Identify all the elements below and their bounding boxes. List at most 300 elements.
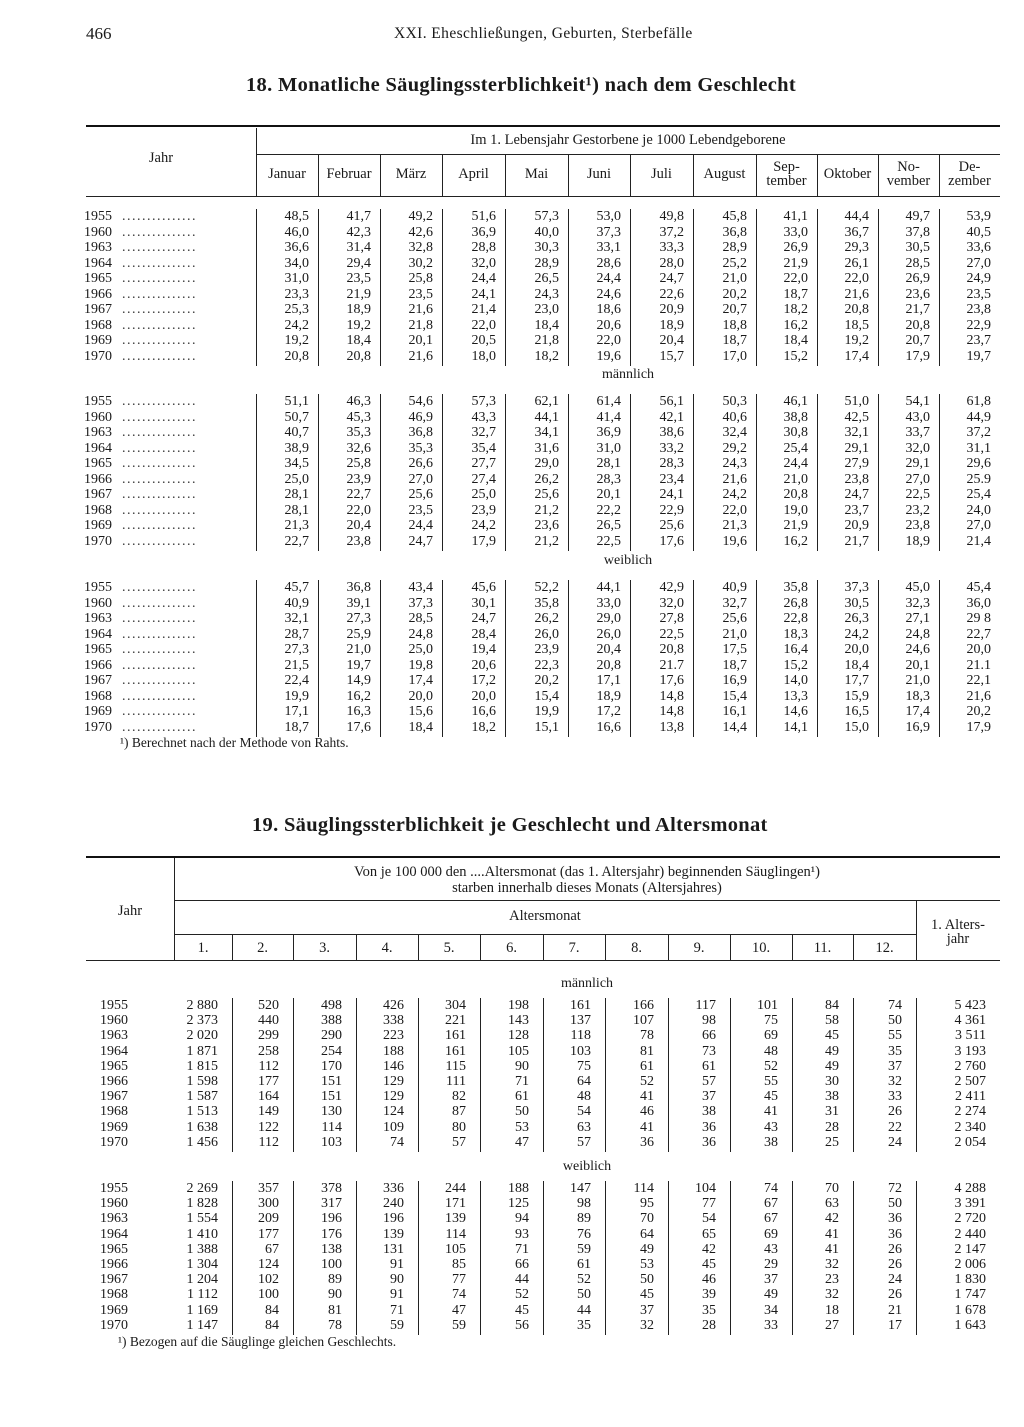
data-cell: 69 (764, 1226, 778, 1242)
month-number-header: 2. (257, 940, 268, 956)
data-cell: 24 (888, 1272, 902, 1288)
month-header: April (458, 166, 489, 182)
data-cell: 17,4 (905, 704, 930, 719)
data-cell: 16,9 (722, 673, 747, 688)
data-cell: 73 (702, 1043, 716, 1059)
year-label: 1964 (84, 440, 112, 456)
year-label: 1960 (84, 409, 112, 425)
data-cell: 24,4 (471, 271, 496, 286)
data-cell: 36,8 (346, 580, 371, 595)
data-cell: 71 (515, 1074, 529, 1089)
data-cell: 17,7 (844, 673, 869, 688)
data-cell: 36 (702, 1119, 716, 1135)
page-number: 466 (86, 24, 112, 43)
data-cell: 18,4 (783, 333, 808, 348)
data-cell: 1 638 (186, 1119, 218, 1135)
data-cell: 20,0 (471, 688, 496, 704)
data-cell: 18,2 (783, 302, 808, 317)
data-cell: 74 (390, 1134, 404, 1150)
data-cell: 77 (452, 1272, 466, 1288)
data-cell: 22,0 (346, 502, 371, 518)
data-cell: 17,4 (844, 348, 869, 364)
data-cell: 45,7 (284, 580, 309, 595)
data-cell: 33,7 (905, 425, 930, 440)
data-cell: 37 (764, 1272, 778, 1288)
data-cell: 23,4 (659, 471, 684, 487)
data-cell: 18,4 (346, 333, 371, 348)
data-cell: 25,3 (284, 302, 309, 317)
data-cell: 19,7 (346, 657, 371, 673)
leader-dots: ............... (122, 456, 197, 471)
data-cell: 32,1 (844, 425, 869, 440)
data-cell: 20,8 (284, 348, 309, 364)
data-cell: 51,6 (471, 209, 496, 224)
year-label: 1969 (100, 1302, 128, 1318)
data-cell: 53 (515, 1119, 529, 1135)
data-cell: 30,3 (534, 240, 559, 255)
data-cell: 40,5 (966, 224, 991, 240)
data-cell: 52,2 (534, 580, 559, 595)
year-label: 1969 (84, 704, 112, 719)
year-label: 1965 (84, 271, 112, 286)
data-cell: 33,3 (659, 240, 684, 255)
data-cell: 109 (383, 1119, 404, 1135)
data-cell: 440 (258, 1013, 279, 1029)
data-cell: 45,8 (722, 209, 747, 224)
data-cell: 24,4 (408, 518, 433, 533)
data-cell: 244 (445, 1181, 466, 1196)
data-cell: 31,0 (596, 440, 621, 456)
data-cell: 69 (764, 1028, 778, 1044)
year-label: 1968 (84, 502, 112, 518)
data-cell: 43,0 (905, 409, 930, 425)
leader-dots: ............... (122, 595, 197, 611)
data-cell: 2 760 (954, 1058, 986, 1074)
data-cell: 75 (577, 1058, 591, 1074)
data-cell: 18,6 (596, 302, 621, 317)
data-cell: 22,5 (596, 533, 621, 549)
month-header: August (703, 166, 746, 182)
data-cell: 35 (702, 1302, 716, 1318)
table-19-title: 19. Säuglingssterblichkeit je Geschlecht und Altersmonat (252, 814, 768, 836)
data-cell: 52 (764, 1058, 778, 1074)
data-cell: 32 (888, 1074, 902, 1089)
data-cell: 91 (390, 1257, 404, 1272)
altersjahr-header: 1. Alters- jahr (931, 917, 985, 947)
data-cell: 46,0 (284, 224, 309, 240)
data-cell: 36 (702, 1134, 716, 1150)
data-cell: 18,3 (783, 626, 808, 642)
data-cell: 23,5 (966, 286, 991, 302)
data-cell: 65 (702, 1226, 716, 1242)
data-cell: 93 (515, 1226, 529, 1242)
data-cell: 26,2 (534, 471, 559, 487)
data-cell: 22,0 (596, 333, 621, 348)
data-cell: 21,7 (844, 533, 869, 549)
data-cell: 48 (577, 1089, 591, 1105)
data-cell: 29,0 (596, 611, 621, 626)
data-cell: 520 (258, 998, 279, 1013)
data-cell: 23,6 (534, 518, 559, 533)
data-cell: 1 828 (186, 1196, 218, 1212)
data-cell: 27,3 (284, 642, 309, 657)
data-cell: 25,8 (346, 456, 371, 471)
data-cell: 81 (640, 1043, 654, 1059)
year-label: 1970 (84, 719, 112, 735)
data-cell: 221 (445, 1013, 466, 1029)
section-label: männlich (601, 367, 655, 382)
data-cell: 28,3 (659, 456, 684, 471)
group-header-line1: Von je 100 000 den ....Altersmonat (das 1. Altersjahr) beginnenden Säuglingen¹) (354, 864, 820, 880)
data-cell: 63 (825, 1196, 839, 1212)
year-label: 1967 (100, 1089, 128, 1105)
data-cell: 36,8 (408, 425, 433, 440)
year-label: 1960 (100, 1196, 128, 1212)
data-cell: 378 (321, 1181, 342, 1196)
data-cell: 25,0 (408, 642, 433, 657)
data-cell: 20,1 (596, 487, 621, 502)
data-cell: 59 (390, 1317, 404, 1333)
data-cell: 67 (764, 1211, 778, 1227)
data-cell: 21,8 (534, 333, 559, 348)
data-cell: 45,4 (966, 580, 991, 595)
data-cell: 16,2 (346, 688, 371, 704)
data-cell: 24,2 (284, 317, 309, 333)
data-cell: 34,1 (534, 425, 559, 440)
data-cell: 164 (258, 1089, 279, 1105)
data-cell: 28,1 (284, 487, 309, 502)
data-cell: 18,9 (659, 317, 684, 333)
data-cell: 14,8 (659, 688, 684, 704)
rule-horizontal (86, 856, 1000, 858)
data-cell: 32,1 (284, 611, 309, 626)
data-cell: 76 (577, 1226, 591, 1242)
data-cell: 338 (383, 1013, 404, 1029)
data-cell: 59 (577, 1241, 591, 1257)
data-cell: 29,3 (844, 240, 869, 255)
data-cell: 42,3 (346, 224, 371, 240)
data-cell: 32 (825, 1257, 839, 1272)
data-cell: 37,3 (596, 224, 621, 240)
month-number-header: 11. (813, 940, 832, 956)
month-header: März (395, 166, 427, 182)
data-cell: 78 (640, 1028, 654, 1044)
month-number-header: 8. (631, 940, 642, 956)
data-cell: 20,4 (659, 333, 684, 348)
data-cell: 29,1 (905, 456, 930, 471)
data-cell: 85 (452, 1257, 466, 1272)
data-cell: 22,4 (284, 673, 309, 688)
data-cell: 30,5 (844, 595, 869, 611)
data-cell: 62,1 (534, 394, 559, 409)
data-cell: 27,0 (966, 518, 991, 533)
year-label: 1963 (84, 425, 112, 440)
data-cell: 115 (445, 1058, 466, 1074)
leader-dots: ............... (122, 642, 197, 657)
data-cell: 25 (825, 1134, 839, 1150)
year-label: 1965 (84, 456, 112, 471)
data-cell: 30,5 (905, 240, 930, 255)
data-cell: 43 (764, 1241, 778, 1257)
data-cell: 28,1 (284, 502, 309, 518)
data-cell: 22,0 (783, 271, 808, 286)
data-cell: 103 (570, 1043, 591, 1059)
data-cell: 388 (321, 1013, 342, 1029)
leader-dots: ............... (122, 394, 197, 409)
data-cell: 24,1 (659, 487, 684, 502)
rule-horizontal (86, 196, 1000, 197)
data-cell: 24 (888, 1134, 902, 1150)
data-cell: 43,4 (408, 580, 433, 595)
month-number-header: 10. (751, 940, 771, 956)
data-cell: 161 (445, 1043, 466, 1059)
data-cell: 61 (640, 1058, 654, 1074)
data-cell: 80 (452, 1119, 466, 1135)
data-cell: 31,6 (534, 440, 559, 456)
data-cell: 29,6 (966, 456, 991, 471)
data-cell: 49 (825, 1043, 839, 1059)
data-cell: 25,8 (408, 271, 433, 286)
data-cell: 21,8 (408, 317, 433, 333)
data-cell: 104 (695, 1181, 716, 1196)
data-cell: 28 (702, 1317, 716, 1333)
data-cell: 21,6 (844, 286, 869, 302)
data-cell: 1 147 (186, 1317, 218, 1333)
data-cell: 498 (321, 998, 342, 1013)
data-cell: 21,0 (346, 642, 371, 657)
data-cell: 89 (328, 1272, 342, 1288)
year-label: 1955 (84, 209, 112, 224)
data-cell: 23,7 (966, 333, 991, 348)
data-cell: 32,6 (346, 440, 371, 456)
data-cell: 74 (888, 998, 902, 1013)
data-cell: 32 (640, 1317, 654, 1333)
data-cell: 45 (515, 1302, 529, 1318)
data-cell: 22,3 (534, 657, 559, 673)
data-cell: 19,2 (346, 317, 371, 333)
data-cell: 24,4 (596, 271, 621, 286)
data-cell: 19,4 (471, 642, 496, 657)
data-cell: 25,6 (408, 487, 433, 502)
data-cell: 41 (825, 1241, 839, 1257)
data-cell: 21,2 (534, 502, 559, 518)
data-cell: 27 (825, 1317, 839, 1333)
data-cell: 129 (383, 1089, 404, 1105)
data-cell: 20,8 (905, 317, 930, 333)
data-cell: 41,7 (346, 209, 371, 224)
data-cell: 67 (764, 1196, 778, 1212)
data-cell: 50 (577, 1287, 591, 1303)
data-cell: 22,2 (596, 502, 621, 518)
data-cell: 26,5 (534, 271, 559, 286)
data-cell: 1 169 (186, 1302, 218, 1318)
data-cell: 64 (577, 1074, 591, 1089)
data-cell: 50 (515, 1104, 529, 1120)
data-cell: 23,8 (346, 533, 371, 549)
data-cell: 36,0 (966, 595, 991, 611)
leader-dots: ............... (122, 626, 197, 642)
data-cell: 32 (825, 1287, 839, 1303)
data-cell: 2 269 (186, 1181, 218, 1196)
data-cell: 34,0 (284, 255, 309, 271)
year-label: 1966 (84, 286, 112, 302)
data-cell: 19,8 (408, 657, 433, 673)
data-cell: 15,2 (783, 657, 808, 673)
section-label: weiblich (603, 553, 653, 568)
data-cell: 50 (888, 1013, 902, 1029)
data-cell: 39,1 (346, 595, 371, 611)
data-cell: 1 587 (186, 1089, 218, 1105)
data-cell: 35 (888, 1043, 902, 1059)
data-cell: 17,9 (471, 533, 496, 549)
leader-dots: ............... (122, 440, 197, 456)
data-cell: 161 (445, 1028, 466, 1044)
data-cell: 46 (640, 1104, 654, 1120)
data-cell: 53,0 (596, 209, 621, 224)
data-cell: 24,2 (471, 518, 496, 533)
data-cell: 1 204 (186, 1272, 218, 1288)
data-cell: 90 (515, 1058, 529, 1074)
data-cell: 24,4 (783, 456, 808, 471)
data-cell: 29,0 (534, 456, 559, 471)
data-cell: 51,0 (844, 394, 869, 409)
leader-dots: ............... (122, 518, 197, 533)
data-cell: 22,5 (659, 626, 684, 642)
data-cell: 27,0 (905, 471, 930, 487)
data-cell: 38,6 (659, 425, 684, 440)
data-cell: 44,1 (596, 580, 621, 595)
data-cell: 53 (640, 1257, 654, 1272)
data-cell: 25,0 (284, 471, 309, 487)
data-cell: 25,9 (346, 626, 371, 642)
data-cell: 124 (258, 1257, 279, 1272)
data-cell: 58 (825, 1013, 839, 1029)
data-cell: 20,8 (346, 348, 371, 364)
data-cell: 24,9 (966, 271, 991, 286)
data-cell: 317 (321, 1196, 342, 1212)
leader-dots: ............... (122, 255, 197, 271)
year-label: 1966 (84, 471, 112, 487)
data-cell: 22,1 (966, 673, 991, 688)
data-cell: 32,0 (659, 595, 684, 611)
data-cell: 74 (452, 1287, 466, 1303)
data-cell: 75 (764, 1013, 778, 1029)
leader-dots: ............... (122, 502, 197, 518)
year-label: 1967 (84, 302, 112, 317)
data-cell: 20,8 (844, 302, 869, 317)
data-cell: 18,9 (905, 533, 930, 549)
year-column-header: Jahr (117, 903, 143, 919)
year-label: 1968 (84, 317, 112, 333)
data-cell: 128 (508, 1028, 529, 1044)
data-cell: 67 (265, 1241, 279, 1257)
data-cell: 27,3 (346, 611, 371, 626)
data-cell: 46,9 (408, 409, 433, 425)
data-cell: 41 (640, 1119, 654, 1135)
data-cell: 43,3 (471, 409, 496, 425)
data-cell: 26,0 (534, 626, 559, 642)
year-label: 1966 (100, 1074, 128, 1089)
chapter-heading: XXI. Eheschließungen, Geburten, Sterbefälle (394, 25, 693, 42)
data-cell: 17,6 (659, 673, 684, 688)
data-cell: 20,0 (966, 642, 991, 657)
data-cell: 26 (888, 1287, 902, 1303)
data-cell: 24,6 (905, 642, 930, 657)
year-label: 1966 (100, 1257, 128, 1272)
data-cell: 84 (265, 1317, 279, 1333)
data-cell: 36,7 (844, 224, 869, 240)
data-cell: 71 (390, 1302, 404, 1318)
year-label: 1963 (84, 240, 112, 255)
data-cell: 26,0 (596, 626, 621, 642)
data-cell: 70 (640, 1211, 654, 1227)
data-cell: 21,9 (783, 518, 808, 533)
data-cell: 112 (258, 1134, 279, 1150)
data-cell: 30,2 (408, 255, 433, 271)
data-cell: 64 (640, 1226, 654, 1242)
month-number-header: 3. (319, 940, 330, 956)
data-cell: 16,5 (844, 704, 869, 719)
month-header: Oktober (823, 166, 872, 182)
data-cell: 44,9 (966, 409, 991, 425)
data-cell: 16,2 (783, 317, 808, 333)
data-cell: 44,1 (534, 409, 559, 425)
leader-dots: ............... (122, 409, 197, 425)
data-cell: 15,2 (783, 348, 808, 364)
year-label: 1970 (100, 1317, 128, 1333)
data-cell: 25,2 (722, 255, 747, 271)
data-cell: 34,5 (284, 456, 309, 471)
data-cell: 137 (570, 1013, 591, 1029)
data-cell: 23,8 (905, 518, 930, 533)
data-cell: 49,2 (408, 209, 433, 224)
data-cell: 38 (825, 1089, 839, 1105)
data-cell: 304 (445, 998, 466, 1013)
data-cell: 33,1 (596, 240, 621, 255)
data-cell: 16,2 (783, 533, 808, 549)
year-label: 1960 (84, 224, 112, 240)
data-cell: 35,3 (408, 440, 433, 456)
data-cell: 32,3 (905, 595, 930, 611)
data-cell: 17,0 (722, 348, 747, 364)
data-cell: 22,5 (905, 487, 930, 502)
data-cell: 18,4 (534, 317, 559, 333)
data-cell: 125 (508, 1196, 529, 1212)
data-cell: 20,6 (596, 317, 621, 333)
data-cell: 21,6 (408, 302, 433, 317)
section-label: männlich (560, 976, 614, 991)
data-cell: 16,4 (783, 642, 808, 657)
data-cell: 1 456 (186, 1134, 218, 1150)
data-cell: 18,9 (346, 302, 371, 317)
data-cell: 17,6 (346, 719, 371, 735)
data-cell: 24,0 (966, 502, 991, 518)
data-cell: 66 (702, 1028, 716, 1044)
data-cell: 14,4 (722, 719, 747, 735)
rule-horizontal (86, 960, 1000, 961)
data-cell: 87 (452, 1104, 466, 1120)
data-cell: 42,1 (659, 409, 684, 425)
data-cell: 147 (570, 1181, 591, 1196)
data-cell: 5 423 (954, 998, 986, 1013)
data-cell: 16,6 (596, 719, 621, 735)
data-cell: 24,3 (534, 286, 559, 302)
data-cell: 42,9 (659, 580, 684, 595)
data-cell: 26,6 (408, 456, 433, 471)
data-cell: 23,3 (284, 286, 309, 302)
data-cell: 26,2 (534, 611, 559, 626)
data-cell: 357 (258, 1181, 279, 1196)
